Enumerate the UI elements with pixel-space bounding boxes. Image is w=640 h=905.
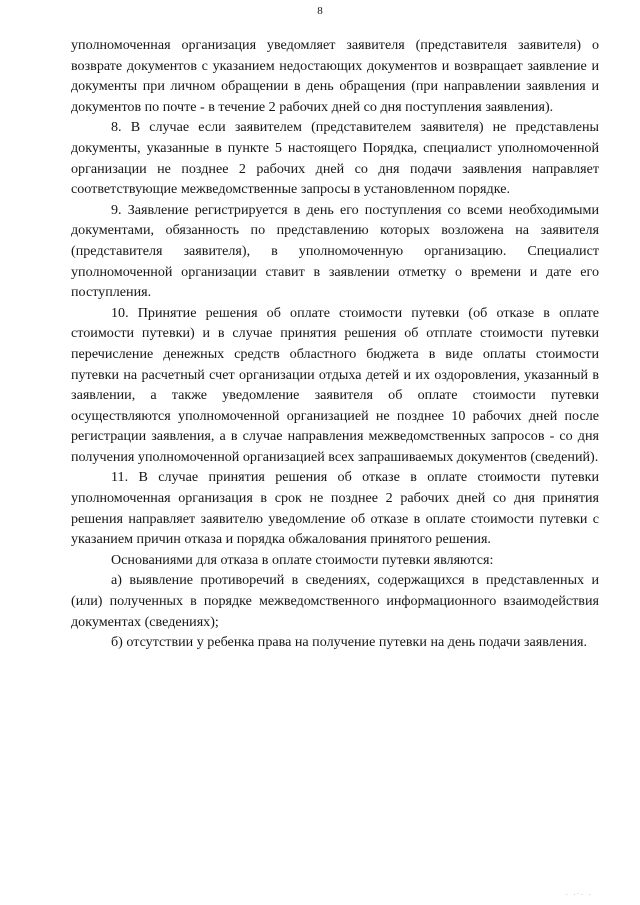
paragraph-item-8: 8. В случае если заявителем (представителем заявителя) не представлены документы, указанные в пункте 5 настоящего Порядка, специалист уполномоченной организации не позднее 2 рабочих дней со дня подачи заявления направляет соответствующие межведомственные запросы в установленном порядке. (71, 119, 599, 198)
body-text (71, 35, 599, 653)
paragraph-ground-a: а) выявление противоречий в сведениях, содержащихся в представленных и (или) полученных в порядке межведомственного информационного взаимодействия документах (сведениях); (71, 572, 599, 630)
paragraph-continuation: уполномоченная организация уведомляет заявителя (представителя заявителя) о возврате документов с указанием недостающих документов и возвращает заявление и документы при личном обращении в день обращения (при направлении заявления и документов по почте - в течение 2 рабочих дней со дня поступления заявления). (71, 37, 599, 115)
paragraph-ground-b: б) отсутствии у ребенка права на получение путевки на день подачи заявления. (111, 634, 588, 651)
paragraph-refusal-grounds: Основаниями для отказа в оплате стоимости путевки являются: (111, 551, 494, 568)
paragraph-item-9: 9. Заявление регистрируется в день его поступления со всеми необходимыми документами, обязанность по представлению которых возложена на заявителя (представителя заявителя), в уполномоченную организацию. Специалист уполномоченной организации ставит в заявлении отметку о времени и дате его поступления. (71, 201, 599, 301)
scan-marks: . .·. . (566, 891, 592, 897)
paragraph-item-10: 10. Принятие решения об оплате стоимости путевки (об отказе в оплате стоимости путевки) и в случае принятия решения об отплате стоимости путевки перечисление денежных средств областного бюджета в виде оплаты стоимости путевки на расчетный счет организации отдыха детей и их оздоровления, указанный в заявлении, а также уведомление заявителя об оплате стоимости путевки осуществляются уполномоченной организацией не позднее 10 рабочих дней после регистрации заявления, а в случае направления межведомственных запросов - со дня получения уполномоченной организацией всех запрашиваемых документов (сведений). (71, 304, 599, 465)
page-number: 8 (317, 5, 323, 17)
paragraph-item-11: 11. В случае принятия решения об отказе в оплате стоимости путевки уполномоченная организация в срок не позднее 2 рабочих дней со дня принятия решения направляет заявителю уведомление об отказе в оплате стоимости путевки с указанием причин отказа и порядка обжалования принятого решения. (71, 469, 599, 548)
